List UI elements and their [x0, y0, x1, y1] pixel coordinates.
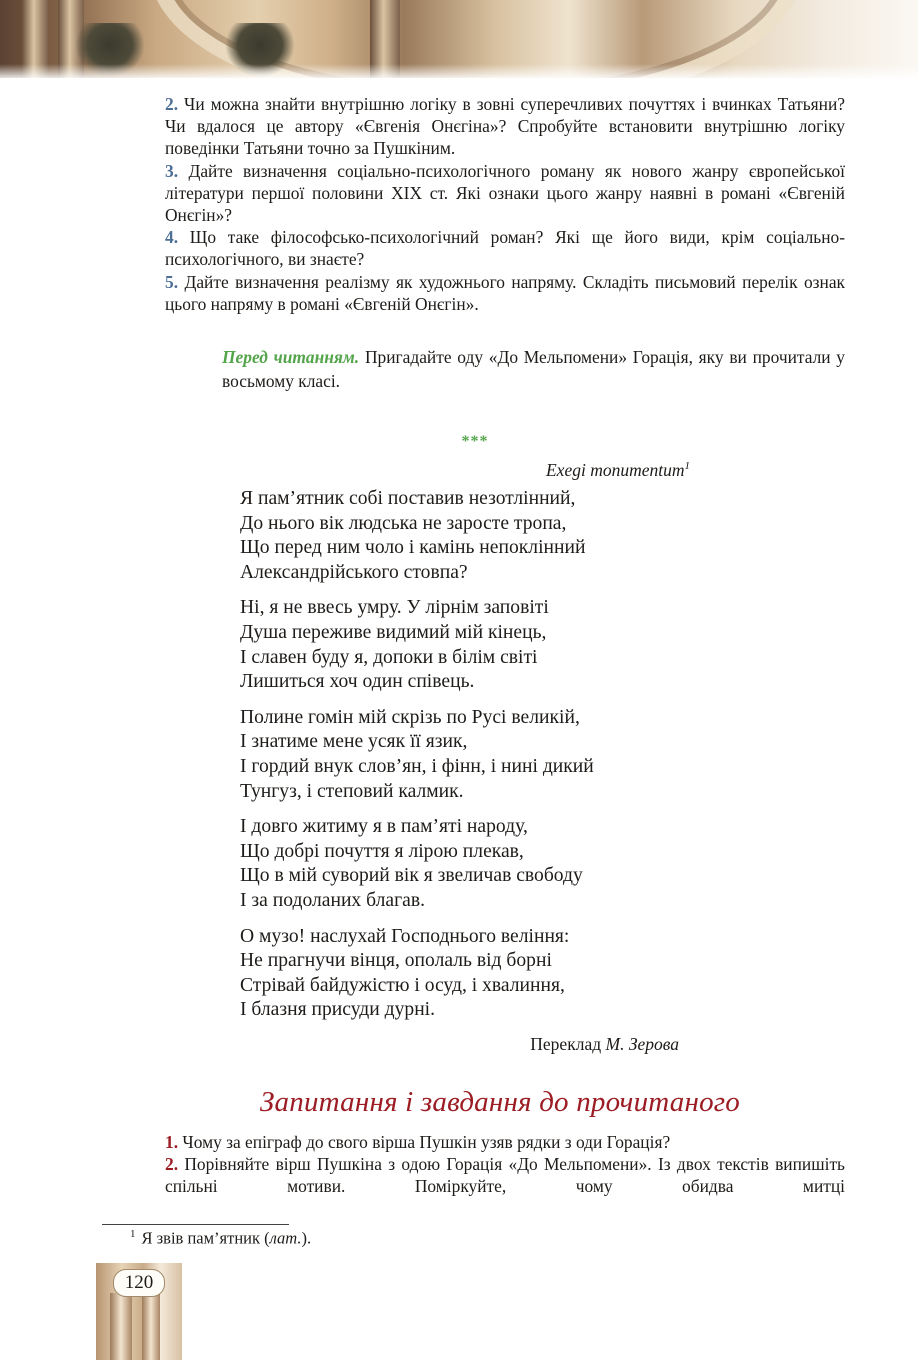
question-number: 5. — [165, 271, 179, 292]
page-number: 120 — [113, 1269, 165, 1297]
poem-stanza — [240, 596, 700, 694]
task-item — [165, 1153, 845, 1197]
translator-name: М. Зерова — [605, 1034, 679, 1054]
question-number: 2. — [165, 94, 179, 114]
poem-line: Стрівай байдужістю і осуд, і хвалиння, — [240, 974, 565, 996]
poem-line: Александрійського стовпа? — [240, 561, 468, 583]
poem-stanza — [240, 815, 700, 913]
footnote-divider — [102, 1224, 289, 1225]
question-item — [165, 271, 845, 315]
footnote-mark: 1 — [684, 460, 690, 473]
task-item — [165, 1131, 845, 1153]
poem-stanza — [240, 925, 700, 1023]
question-number: 3. — [165, 160, 179, 181]
poem-line: О музо! наслухай Господнього веління: — [240, 925, 570, 947]
poem-line: І довго житиму я в пам’яті народу, — [240, 816, 528, 838]
question-item — [165, 160, 845, 227]
before-reading-text: Пригадайте оду «До Мельпомени» Горація, яку ви прочитали у восьмому класі. — [222, 347, 846, 391]
review-questions — [165, 93, 845, 315]
question-text: Що таке філософсько-психологічний роман? Які ще його види, крім соціально-психологічного, ви знаєте? — [165, 227, 845, 270]
translation-credit — [530, 1034, 679, 1055]
poem-line: Що добрі почуття я лірою плекав, — [240, 840, 524, 862]
task-list — [165, 1131, 845, 1198]
poem-stars: *** — [461, 433, 489, 450]
poem-epigraph — [546, 460, 690, 481]
poem-line: І гордий внук слов’ян, і фінн, і нині дикий — [240, 755, 594, 777]
poem-line: До нього вік людська не заросте тропа, — [240, 512, 567, 534]
epigraph-text: Exegi monumentum — [545, 460, 685, 480]
poem-line: І за подоланих благав. — [240, 889, 425, 911]
poem-line: Душа переживе видимий мій кінець, — [240, 621, 547, 643]
poem-line: Що в мій суворий вік я звеличав свободу — [240, 865, 583, 887]
poem-stanza — [240, 706, 700, 804]
footnote-text-italic: лат. — [269, 1228, 302, 1248]
poem-line: Що перед ним чоло і камінь непоклінний — [240, 537, 586, 559]
task-number: 2. — [165, 1154, 179, 1175]
before-reading-lead: Перед читанням. — [222, 347, 360, 367]
poem-line: Лишиться хоч один співець. — [240, 671, 475, 693]
footnote-text: Я звів пам’ятник ( — [141, 1228, 270, 1248]
footnote — [130, 1228, 311, 1249]
question-text: Дайте визначення реалізму як художнього напряму. Складіть письмовий перелік ознак цього напряму в романі «Євгеній Онєгін». — [165, 271, 845, 314]
poem-line: Тунгуз, і степовий калмик. — [240, 780, 464, 802]
task-text: Чому за епіграф до свого вірша Пушкін узяв рядки з оди Горація? — [182, 1132, 671, 1152]
poem-line: Полине гомін мій скрізь по Русі великій, — [240, 706, 580, 728]
poem-line: Ні, я не ввесь умру. У лірнім заповіті — [240, 597, 549, 619]
poem-stanza — [240, 487, 700, 585]
poem-line: І знатиме мене усяк її язик, — [240, 731, 468, 753]
translation-label: Переклад — [530, 1034, 602, 1054]
question-item — [165, 226, 845, 270]
question-text: Дайте визначення соціально-психологічного роману як нового жанру європейської літератури першої половини XIX ст. Які ознаки цього жанру наявні в романі «Євгеній Онєгін»? — [165, 160, 845, 226]
header-banner-image — [0, 0, 918, 78]
question-item — [165, 93, 845, 160]
question-number: 4. — [165, 227, 179, 248]
poem-line: І блазня присуди дурні. — [240, 999, 436, 1021]
poem-line: Не прагнучи вінця, ополаль від борні — [240, 950, 552, 972]
question-text: Чи можна знайти внутрішню логіку в зовні суперечливих почуттях і вчинках Татьяни? Чи вдалося це автору «Євгенія Онєгіна»? Спробуйте встановити внутрішню логіку поведінки Татьяни точно за Пушкіним. — [165, 94, 845, 159]
poem-line: І славен буду я, допоки в білім світі — [240, 646, 538, 668]
before-reading-note — [222, 346, 845, 393]
task-number: 1. — [165, 1132, 179, 1152]
footnote-mark: 1 — [130, 1228, 136, 1240]
section-title: Запитання і завдання до прочитаного — [260, 1086, 740, 1118]
task-text: Порівняйте вірш Пушкіна з одою Горація «До Мельпомени». Із двох текстів випишіть спільні мотиви. Поміркуйте, чому обидва митці — [165, 1154, 845, 1197]
poem-line: Я пам’ятник собі поставив незотлінний, — [240, 488, 576, 509]
poem-body — [240, 487, 700, 1034]
footnote-text-end: ). — [301, 1228, 312, 1248]
